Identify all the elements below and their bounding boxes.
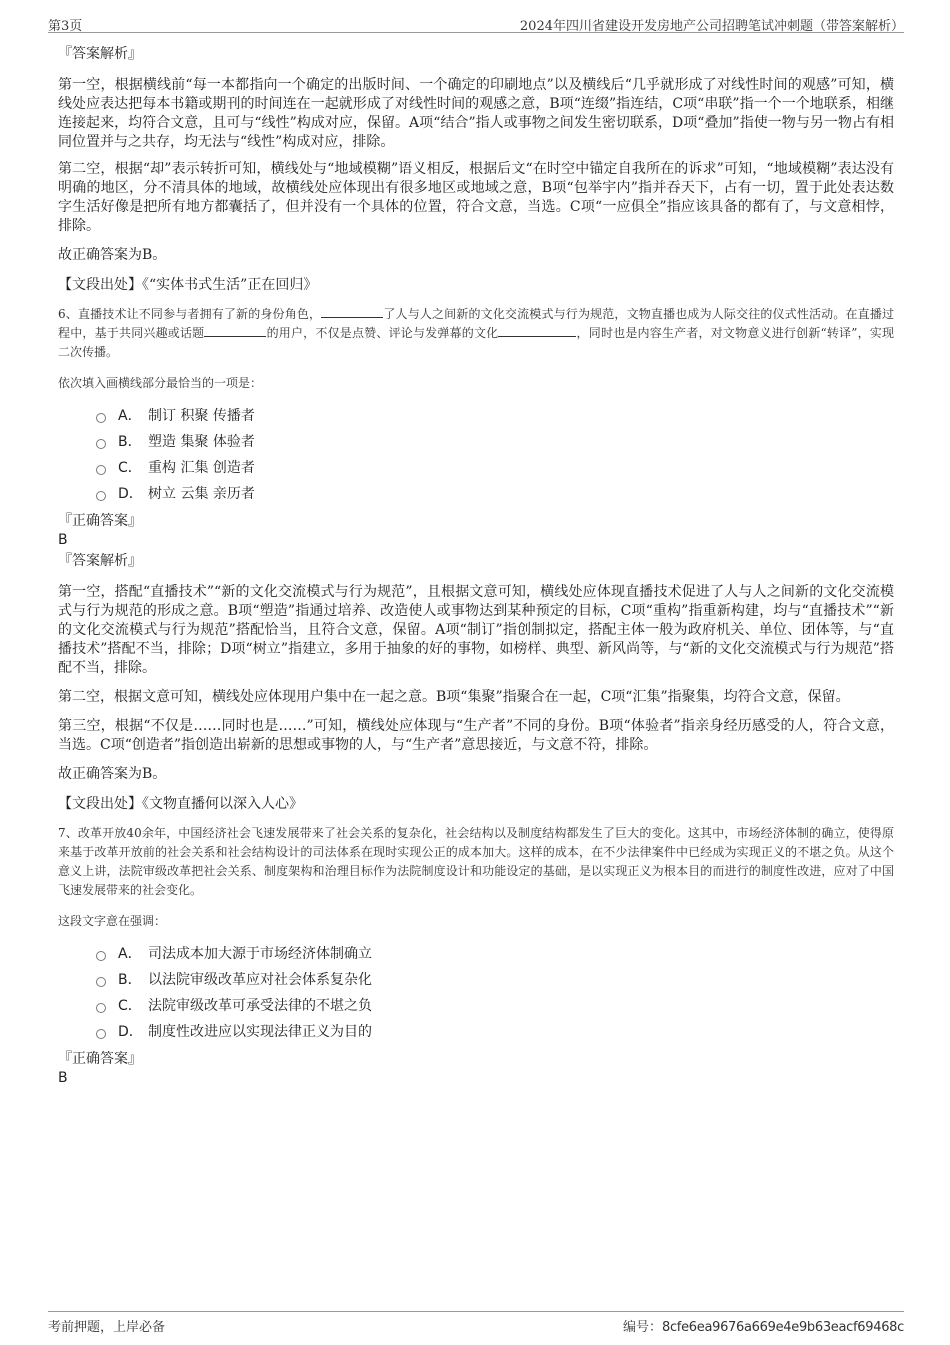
q6-stem-part-1: 6、直播技术让不同参与者拥有了新的身份角色， — [58, 307, 322, 321]
page-number: 第3页 — [48, 19, 83, 34]
q5-source: 【文段出处】《“实体书式生活”正在回归》 — [58, 277, 318, 293]
q5-analysis-paragraph-2: 第二空，根据“却”表示转折可知，横线处与“地域模糊”语义相反，根据后文“在时空中锚定自我所在的诉求”可知，“地域模糊”表达没有明确的地区，分不清具体的地域，故横线处应体现出有很多地区或地域之意，B项“包举宇内”指并吞天下，占有一切，置于此处表达数字生活好像是把所有地方都囊括了，但并没有一个具体的位置，符合文意，当选。C项“一应俱全”指应该具备的都有了，与文意相悖，排除。 — [58, 161, 894, 234]
q6-source: 【文段出处】《文物直播何以深入人心》 — [58, 796, 303, 812]
q6-option-b[interactable]: B． 塑造 集聚 体验者 — [96, 429, 894, 455]
radio-icon[interactable] — [96, 465, 106, 475]
footer-slogan: 考前押题，上岸必备 — [48, 1320, 166, 1335]
q6-options — [96, 403, 894, 507]
footer-code-value: 8cfe6ea9676a669e4e9b63eacf69468c — [661, 1320, 904, 1335]
main-content — [58, 44, 894, 1087]
q6-prompt: 依次填入画横线部分最恰当的一项是： — [58, 376, 263, 390]
q7-option-d[interactable]: D． 制度性改进应以实现法律正义为目的 — [96, 1019, 894, 1045]
q6-conclusion: 故正确答案为B。 — [58, 766, 167, 782]
q7-correct-title: 『正确答案』 — [58, 1051, 142, 1067]
q6-option-a[interactable]: A． 制订 积聚 传播者 — [96, 403, 894, 429]
q6-analysis-title: 『答案解析』 — [58, 553, 142, 569]
q6-stem-part-2: 了人与人之间新的文化交流模式与行为规范，文物直播也成为人际交往的仪式性活动。在直播过程中，基于共同兴趣或话题 — [58, 307, 894, 340]
q6-analysis-paragraph-3: 第三空，根据“不仅是……同时也是……”可知，横线处应体现与“生产者”不同的身份。B项“体验者”指亲身经历感受的人，符合文意，当选。C项“创造者”指创造出崭新的思想或事物的人，与“生产者”意思接近，与文意不符，排除。 — [58, 718, 894, 753]
page-header — [48, 12, 904, 33]
footer-code — [623, 1316, 904, 1335]
q6-blank-1 — [321, 305, 383, 318]
q6-stem — [58, 305, 894, 362]
radio-icon[interactable] — [96, 1029, 106, 1039]
page-footer — [48, 1311, 904, 1336]
q6-stem-part-3: 的用户，不仅是点赞、评论与发弹幕的文化 — [266, 326, 499, 340]
document-title: 2024年四川省建设开发房地产公司招聘笔试冲刺题（带答案解析） — [519, 19, 904, 34]
q6-analysis-paragraph-1: 第一空，搭配“直播技术”“新的文化交流模式与行为规范”，且根据文意可知，横线处应体现直播技术促进了人与人之间新的文化交流模式与行为规范的形成之意。B项“塑造”指通过培养、改造使人或事物达到某种预定的目标，C项“重构”指重新构建，均与“直播技术”“新的文化交流模式与行为规范”搭配恰当，且符合文意，保留。A项“制订”指创制拟定，搭配主体一般为政府机关、单位、团体等，与“直播技术”搭配不当，排除；D项“树立”指建立，多用于抽象的好的事物，如榜样、典型、新风尚等，与“新的文化交流模式与行为规范”搭配不当，排除。 — [58, 584, 894, 676]
q5-conclusion: 故正确答案为B。 — [58, 247, 167, 263]
radio-icon[interactable] — [96, 491, 106, 501]
footer-code-label: 编号： — [622, 1320, 662, 1335]
q7-stem: 7、改革开放40余年，中国经济社会飞速发展带来了社会关系的复杂化，社会结构以及制度结构都发生了巨大的变化。这其中，市场经济体制的确立，使得原来基于改革开放前的社会关系和社会结构设计的司法体系在现时实现公正的成本加大。这样的成本，在不少法律案件中已经成为实现正义的不堪之负。从这个意义上讲，法院审级改革把社会关系、制度架构和治理目标作为法院制度设计和功能设定的基础，是以实现正义为根本目的而进行的制度性改进，应对了中国飞速发展带来的社会变化。 — [58, 826, 894, 897]
q5-analysis-title: 『答案解析』 — [58, 46, 142, 62]
q6-correct-answer: B — [58, 532, 68, 548]
q6-option-d[interactable]: D． 树立 云集 亲历者 — [96, 481, 894, 507]
radio-icon[interactable] — [96, 439, 106, 449]
q6-stem-part-4: ，同时也是内容生产者，对文物意义进行创新“转译”，实现二次传播。 — [58, 326, 894, 359]
q5-analysis-paragraph-1: 第一空，根据横线前“每一本都指向一个确定的出版时间、一个确定的印刷地点”以及横线后“几乎就形成了对线性时间的观感”可知，横线处应表达把每本书籍或期刊的时间连在一起就形成了对线性时间的观感之意，B项“连缀”指连结，C项“串联”指一个一个地联系，相继连接起来，均符合文意，且可与“线性”构成对应，保留。A项“结合”指人或事物之间发生密切联系，D项“叠加”指使一物与另一物占有相同位置并与之共存，均无法与“线性”构成对应，排除。 — [58, 77, 894, 150]
radio-icon[interactable] — [96, 413, 106, 423]
radio-icon[interactable] — [96, 977, 106, 987]
q6-blank-3 — [498, 324, 576, 337]
q6-correct-title: 『正确答案』 — [58, 513, 142, 529]
q6-blank-2 — [204, 324, 266, 337]
q7-option-a[interactable]: A． 司法成本加大源于市场经济体制确立 — [96, 941, 894, 967]
q6-option-c[interactable]: C． 重构 汇集 创造者 — [96, 455, 894, 481]
q6-analysis-paragraph-2: 第二空，根据文意可知，横线处应体现用户集中在一起之意。B项“集聚”指聚合在一起，C项“汇集”指聚集，均符合文意，保留。 — [58, 689, 850, 705]
q7-correct-answer: B — [58, 1070, 68, 1086]
q7-prompt: 这段文字意在强调： — [58, 914, 167, 928]
radio-icon[interactable] — [96, 951, 106, 961]
q7-option-b[interactable]: B． 以法院审级改革应对社会体系复杂化 — [96, 967, 894, 993]
q7-options — [96, 941, 894, 1045]
radio-icon[interactable] — [96, 1003, 106, 1013]
q7-option-c[interactable]: C． 法院审级改革可承受法律的不堪之负 — [96, 993, 894, 1019]
